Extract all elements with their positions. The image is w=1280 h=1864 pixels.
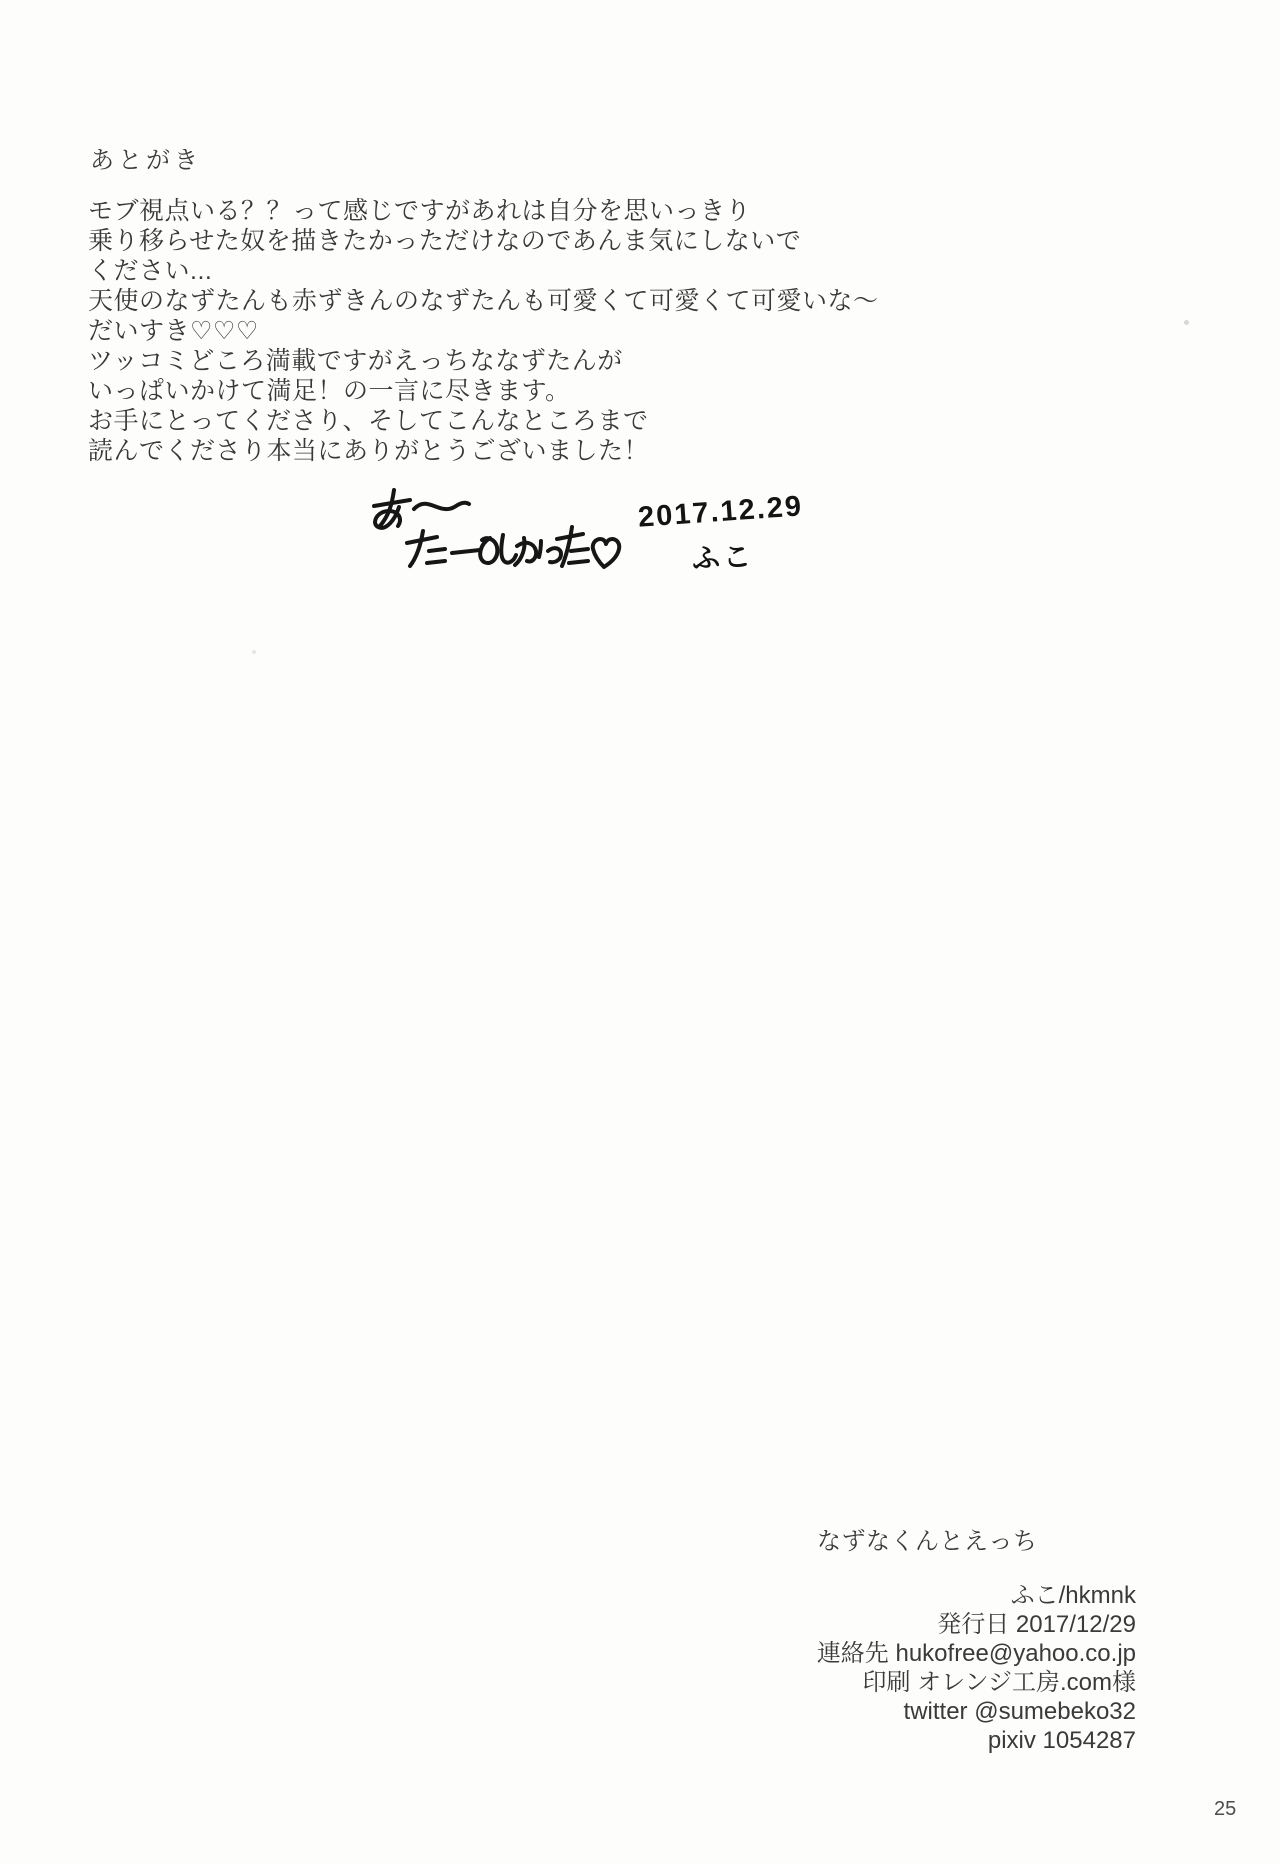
afterword-paragraph <box>88 196 879 466</box>
afterword-line: だいすき♡♡♡ <box>88 317 259 345</box>
colophon-block <box>817 1581 1136 1755</box>
colophon-twitter: twitter @sumebeko32 <box>903 1698 1136 1725</box>
colophon-pixiv: pixiv 1054287 <box>987 1727 1136 1754</box>
colophon-contact-email: 連絡先 hukofree@yahoo.co.jp <box>816 1640 1136 1667</box>
colophon-printer: 印刷 オレンジ工房.com様 <box>862 1669 1136 1696</box>
afterword-line: ツッコミどころ満載ですがえっちななずたんが <box>88 347 623 375</box>
scan-speck <box>252 650 256 654</box>
colophon-publish-date: 発行日 2017/12/29 <box>937 1611 1136 1638</box>
afterword-heading: あとがき <box>90 147 202 174</box>
handwritten-date: 2017.12.29 <box>637 490 805 534</box>
afterword-line: 乗り移らせた奴を描きたかっただけなのであんま気にしないで <box>88 227 802 255</box>
handwritten-note <box>352 478 628 578</box>
afterword-line: 天使のなずたんも赤ずきんのなずたんも可愛くて可愛くて可愛いな～ <box>88 287 879 315</box>
afterword-line: お手にとってくださり、そしてこんなところまで <box>88 407 649 435</box>
scan-speck <box>1184 320 1189 325</box>
colophon-title: なずなくんとえっち <box>817 1528 1038 1555</box>
afterword-line: 読んでくださり本当にありがとうございました！ <box>88 437 650 465</box>
afterword-line: モブ視点いる？？って感じですがあれは自分を思いっきり <box>88 197 752 225</box>
colophon-author: ふこ/hkmnk <box>1010 1582 1136 1609</box>
afterword-line: ください... <box>88 257 213 285</box>
afterword-line: いっぱいかけて満足！の一言に尽きます。 <box>88 377 571 405</box>
handwritten-signature: ふこ <box>691 540 755 575</box>
page-number: 25 <box>1214 1798 1237 1820</box>
